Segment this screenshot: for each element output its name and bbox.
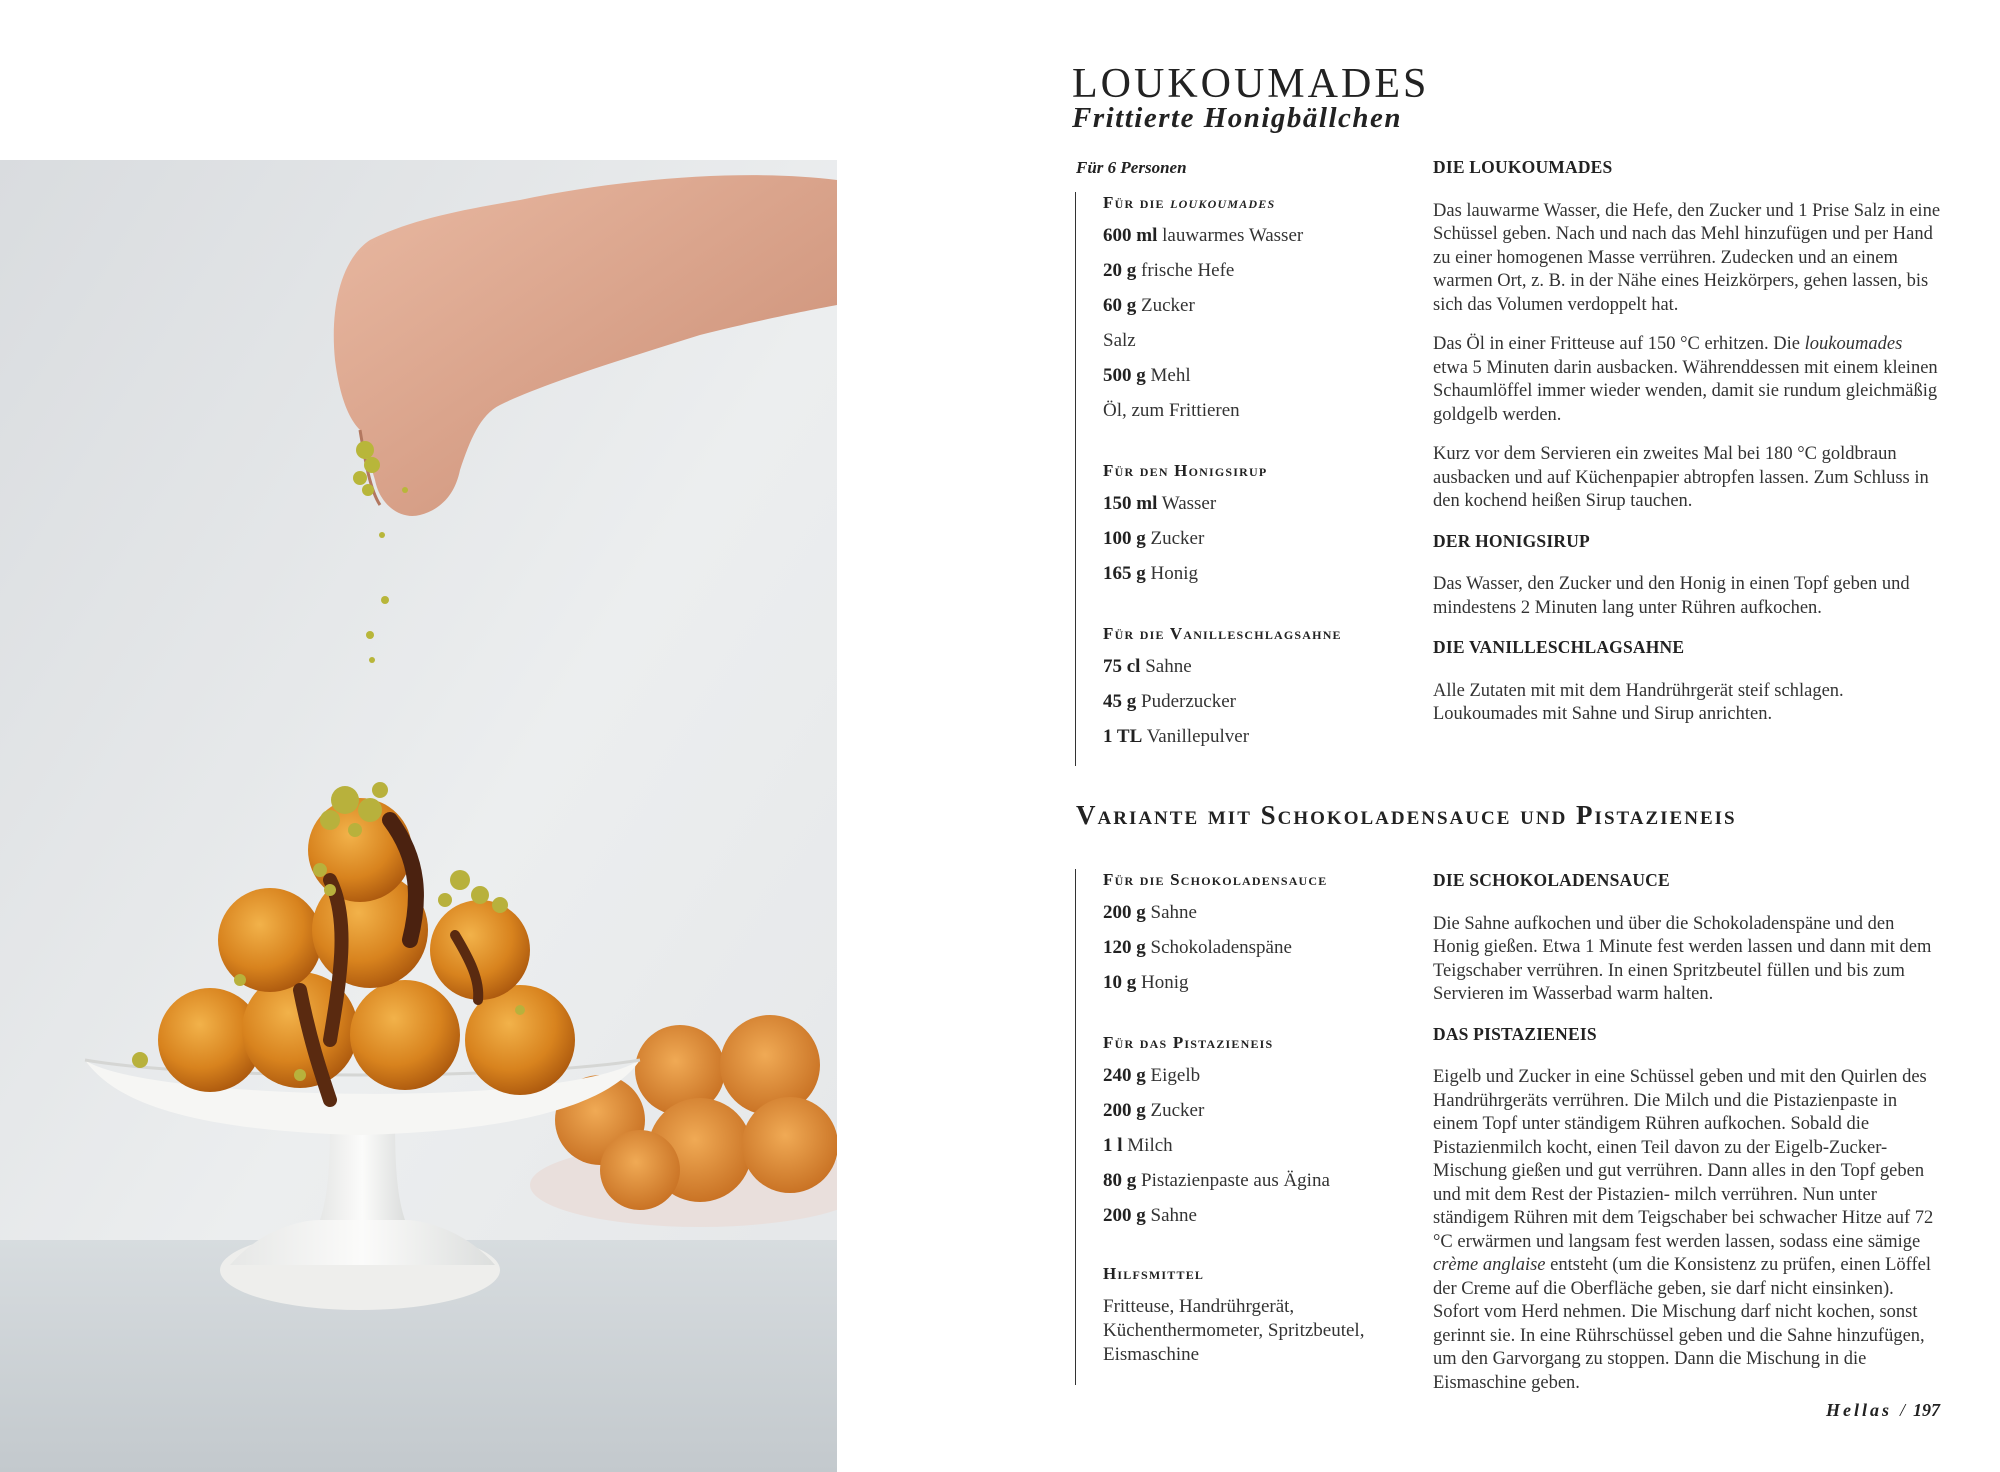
ingredient-line [1103,719,1393,754]
ingredient-line [1103,1093,1393,1128]
ingredient-group-loukoumades [1103,192,1393,428]
ingredient-line [1103,895,1393,930]
ingredient-quantity: 240 g [1103,1065,1146,1086]
recipe-title: LOUKOUMADES [1072,61,1430,107]
ingredient-line [1103,486,1393,521]
ingredient-group-heading [1103,192,1393,214]
ingredient-name: Vanillepulver [1146,726,1250,747]
ingredient-quantity: 165 g [1103,563,1146,584]
text-segment: etwa 5 Minuten darin ausbacken. Währenddessen mit einem kleinen Schaumlöffel immer wieder wenden, damit sie rundum gleichmäßig goldgelb werden. [1433,357,1938,425]
instruction-paragraph: Das Wasser, den Zucker und den Honig in einen Topf geben und mindestens 2 Minuten lang unter Rühren aufkochen. [1433,574,1910,618]
ingredient-group-heading: Für die Schokoladensauce [1103,870,1328,889]
main-instructions [1433,156,1941,727]
ingredient-quantity: 200 g [1103,1100,1146,1121]
page-number: 197 [1913,1400,1940,1420]
ingredient-quantity: 120 g [1103,937,1146,958]
text-segment: Das Öl in einer Fritteuse auf 150 °C erhitzen. Die [1433,334,1805,354]
ingredient-line [1103,556,1393,591]
ingredient-line [1103,965,1393,1000]
instruction-heading: DIE SCHOKOLADENSAUCE [1433,870,1670,890]
ingredient-name: Honig [1150,563,1198,584]
ingredient-group-heading: Für die Vanilleschlagsahne [1103,624,1342,643]
ingredient-quantity: 200 g [1103,902,1146,923]
text-segment: entsteht (um die Konsistenz zu prüfen, einen Löffel der Creme auf die Oberfläche geben, sie darf nicht einsinken). Sofort vom Herd nehmen. Die Mischung darf nicht kochen, sonst gerinnt sie. In eine Rührschüssel geben und die Sahne hinzufügen, um den Garvorgang zu stoppen. Dann die Mischung in die Eismaschine geben. [1433,1255,1931,1393]
ingredient-line [1103,521,1393,556]
ingredient-line [1103,358,1393,393]
instruction-paragraph: Alle Zutaten mit mit dem Handrührgerät steif schlagen. Loukoumades mit Sahne und Sirup anrichten. [1433,680,1844,724]
ingredient-quantity: 1 TL [1103,726,1143,747]
tools-heading: Hilfsmittel [1103,1264,1205,1283]
variant-title: Variante mit Schokoladensauce und Pistazieneis [1076,800,1737,830]
ingredient-name: lauwarmes Wasser [1162,225,1304,246]
book-name: Hellas [1825,1400,1892,1420]
ingredient-quantity: 600 ml [1103,225,1158,246]
ingredient-line [1103,649,1393,684]
instruction-paragraph [1433,1066,1941,1395]
recipe-subtitle: Frittierte Honigbällchen [1072,102,1403,134]
ingredient-line [1103,288,1393,323]
page-footer [1826,1400,1940,1421]
ingredient-name: Sahne [1145,656,1192,677]
ingredient-name: Schokoladenspäne [1150,937,1292,958]
heading-emphasis: loukoumades [1170,193,1276,212]
ingredient-name: Zucker [1150,528,1205,549]
ingredient-name: Zucker [1141,295,1195,316]
ingredient-name: Pistazienpaste aus Ägina [1141,1170,1330,1191]
recipe-photo [0,160,837,1472]
ingredient-quantity: 1 l [1103,1135,1123,1156]
ingredient-quantity: 100 g [1103,528,1146,549]
ingredient-name: Zucker [1150,1100,1205,1121]
ingredient-name: Puderzucker [1141,691,1236,712]
heading-prefix: Für die [1103,193,1171,212]
instruction-paragraph [1433,333,1941,427]
ingredient-name: Mehl [1150,365,1191,386]
ingredient-line [1103,253,1393,288]
ingredient-quantity: 500 g [1103,365,1146,386]
loukoumades-photo-illustration [0,160,837,1472]
ingredient-group-vanilleschlagsahne [1103,623,1393,754]
instruction-paragraph: Die Sahne aufkochen und über die Schokoladenspäne und den Honig gießen. Etwa 1 Minute fest werden lassen und dann mit dem Teigschaber verrühren. In einen Spritzbeutel füllen und bis zum Servieren im Wasserbad warm halten. [1433,913,1932,1004]
servings-label: Für 6 Personen [1076,158,1187,177]
text-emphasis: crème anglaise [1433,1255,1546,1275]
ingredient-line [1103,930,1393,965]
text-emphasis: loukoumades [1804,334,1903,354]
ingredient-line [1103,323,1393,358]
ingredient-quantity: 45 g [1103,691,1137,712]
ingredient-line [1103,1128,1393,1163]
instruction-heading: DER HONIGSIRUP [1433,530,1590,551]
ingredient-line [1103,218,1393,253]
ingredient-group-heading: Für den Honigsirup [1103,461,1268,480]
ingredient-quantity: 200 g [1103,1205,1146,1226]
tools-group [1103,1263,1393,1367]
footer-separator: / [1899,1400,1905,1420]
instruction-heading: DAS PISTAZIENEIS [1433,1023,1597,1044]
ingredient-group-pistazieneis [1103,1032,1393,1233]
ingredient-line [1103,393,1393,428]
ingredient-line [1103,1163,1393,1198]
ingredient-quantity: 80 g [1103,1170,1137,1191]
tools-list: Fritteuse, Handrührgerät, Küchenthermometer, Spritzbeutel, Eismaschine [1103,1296,1365,1365]
ingredient-line [1103,684,1393,719]
ingredient-quantity: 10 g [1103,972,1137,993]
ingredient-name: frische Hefe [1141,260,1235,281]
instruction-heading: DIE LOUKOUMADES [1433,157,1613,177]
ingredient-name: Honig [1141,972,1189,993]
ingredient-name: Öl, zum Frittieren [1103,400,1240,421]
variant-instructions [1433,869,1941,1395]
ingredient-group-heading: Für das Pistazieneis [1103,1033,1274,1052]
ingredient-name: Wasser [1161,493,1217,514]
ingredient-line [1103,1198,1393,1233]
ingredient-quantity: 150 ml [1103,493,1158,514]
ingredient-name: Eigelb [1150,1065,1201,1086]
instruction-paragraph: Das lauwarme Wasser, die Hefe, den Zucker und 1 Prise Salz in eine Schüssel geben. Nach und nach das Mehl hinzufügen und per Hand zu einer homogenen Masse verrühren. Zudecken und an einem warmen Ort, z. B. in der Nähe eines Heizkörpers, gehen lassen, bis sich das Volumen verdoppelt hat. [1433,200,1941,315]
ingredient-line [1103,1058,1393,1093]
text-segment: Eigelb und Zucker in eine Schüssel geben und mit den Quirlen des Handrührgeräts verrühren. Die Milch und die Pistazienpaste in einem Topf unter ständigem Rühren aufkochen. Sobald die Pistazienmilch kocht, einen Teil davon zu der Eigelb-Zucker-Mischung gießen und gut verrühren. Dann alles in den Topf geben und mit dem Rest der Pistazien- milch verrühren. Nun unter ständigem Rühren mit dem Teigschaber bei schwacher Hitze auf 72 °C erwärmen und langsam fest werden lassen, sodass eine sämige [1433,1067,1934,1252]
ingredient-quantity: 60 g [1103,295,1137,316]
ingredient-group-schokoladensauce [1103,869,1393,1000]
instruction-paragraph: Kurz vor dem Servieren ein zweites Mal bei 180 °C goldbraun ausbacken und auf Küchenpapier abtropfen lassen. Zum Schluss in den kochend heißen Sirup tauchen. [1433,444,1929,511]
ingredient-name: Salz [1103,330,1136,351]
main-ingredients-list [1075,192,1393,766]
ingredient-name: Sahne [1150,1205,1197,1226]
ingredient-group-honigsirup [1103,460,1393,591]
ingredient-quantity: 75 cl [1103,656,1141,677]
instruction-heading: DIE VANILLESCHLAGSAHNE [1433,637,1685,657]
ingredient-name: Sahne [1150,902,1197,923]
ingredient-quantity: 20 g [1103,260,1137,281]
ingredient-name: Milch [1127,1135,1173,1156]
variant-ingredients-list [1075,869,1393,1385]
